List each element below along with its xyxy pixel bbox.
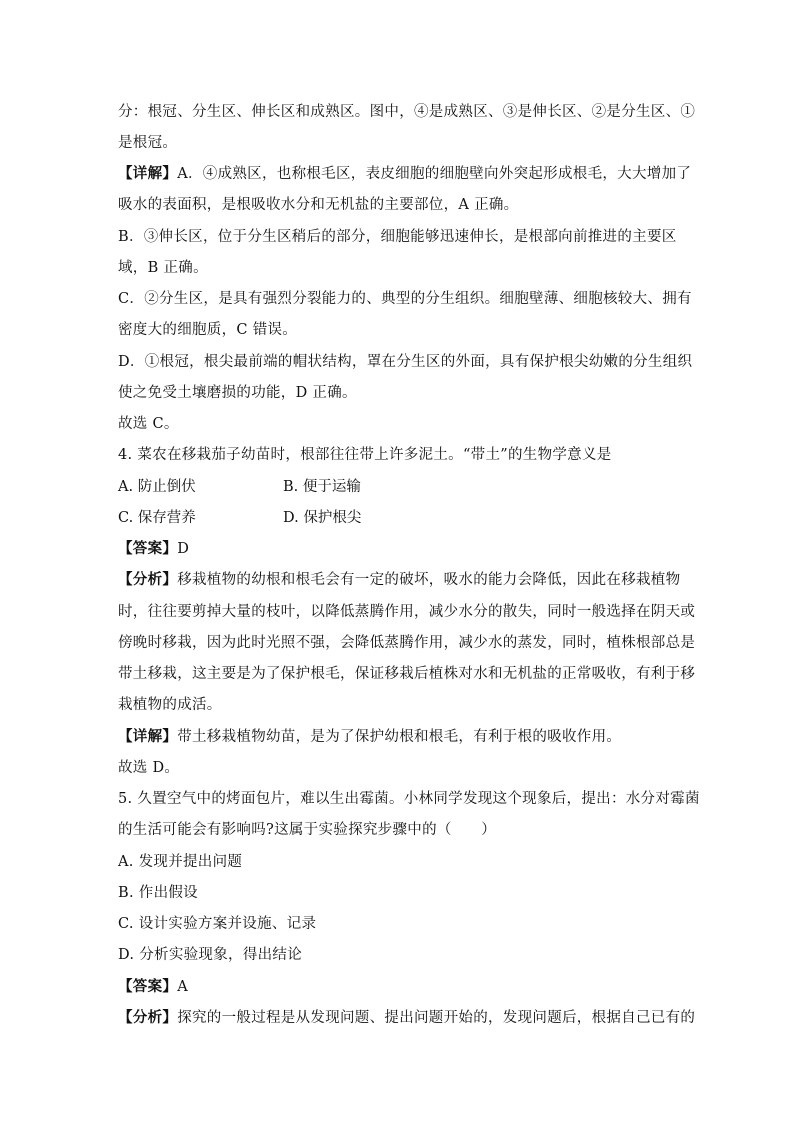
text-line: 【答案】A <box>118 978 188 995</box>
section-tag: 【详解】 <box>118 728 178 745</box>
text-line: 时，往往要剪掉大量的枝叶，以降低蒸腾作用，减少水分的散失，同时一般选择在阴天或 <box>118 604 696 620</box>
q4-option-d: D. 保护根尖 <box>283 510 362 526</box>
q5-option-b: B. 作出假设 <box>118 885 198 901</box>
text-line: 带土移栽，这主要是为了保护根毛，保证移栽后植株对水和无机盐的正常吸收，有利于移 <box>118 666 696 682</box>
text-line: 域，B 正确。 <box>118 260 208 276</box>
section-tag: 【分析】 <box>118 1009 178 1026</box>
text-line: 【分析】探究的一般过程是从发现问题、提出问题开始的，发现问题后，根据自己已有的 <box>118 1009 696 1026</box>
text-line: 分：根冠、分生区、伸长区和成熟区。图中，④是成熟区、③是伸长区、②是分生区、① <box>118 104 696 120</box>
q5-option-c: C. 设计实验方案并设施、记录 <box>118 916 317 932</box>
text-line: C．②分生区，是具有强烈分裂能力的、典型的分生组织。细胞壁薄、细胞核较大、拥有 <box>118 291 692 307</box>
text-line: 【分析】移栽植物的幼根和根毛会有一定的破坏，吸水的能力会降低，因此在移栽植物 <box>118 571 681 588</box>
q4-option-c: C. 保存营养 <box>118 510 196 526</box>
text-line: 傍晚时移栽，因为此时光照不强，会降低蒸腾作用，减少水的蒸发，同时，植株根部总是 <box>118 635 696 651</box>
text-line: 吸水的表面积，是根吸收水分和无机盐的主要部位，A 正确。 <box>118 197 519 213</box>
text-line: 使之免受土壤磨损的功能，D 正确。 <box>118 385 357 401</box>
text-line: 【详解】A．④成熟区，也称根毛区，表皮细胞的细胞壁向外突起形成根毛，大大增加了 <box>118 165 692 182</box>
q4-option-a: A. 防止倒伏 <box>118 479 196 495</box>
section-tag: 【答案】 <box>118 540 178 557</box>
text-line: 故选 D。 <box>118 760 180 776</box>
text-line: D．①根冠，根尖最前端的帽状结构，罩在分生区的外面，具有保护根尖幼嫩的分生组织 <box>118 354 693 370</box>
question-5-stem: 的生活可能会有影响吗?这属于实验探究步骤中的（ ） <box>118 822 497 838</box>
section-tag: 【详解】 <box>118 165 178 182</box>
section-tag: 【分析】 <box>118 571 178 588</box>
q4-option-b: B. 便于运输 <box>283 479 361 495</box>
question-5-stem: 5. 久置空气中的烤面包片，难以生出霉菌。小林同学发现这个现象后，提出：水分对霉菌 <box>118 791 700 807</box>
text-line: 是根冠。 <box>118 135 178 151</box>
text-line: 【详解】带土移栽植物幼苗，是为了保护幼根和根毛，有利于根的吸收作用。 <box>118 728 622 745</box>
q5-option-a: A. 发现并提出问题 <box>118 854 243 870</box>
text-line: 栽植物的成活。 <box>118 697 222 713</box>
question-4-stem: 4. 菜农在移栽茄子幼苗时，根部往往带上许多泥土。“带土”的生物学意义是 <box>118 447 612 463</box>
text-line: 故选 C。 <box>118 416 179 432</box>
text-line: 【答案】D <box>118 540 190 557</box>
text-line: B．③伸长区，位于分生区稍后的部分，细胞能够迅速伸长，是根部向前推进的主要区 <box>118 229 677 245</box>
section-tag: 【答案】 <box>118 978 178 995</box>
q5-option-d: D. 分析实验现象，得出结论 <box>118 947 303 963</box>
text-line: 密度大的细胞质，C 错误。 <box>118 322 298 338</box>
